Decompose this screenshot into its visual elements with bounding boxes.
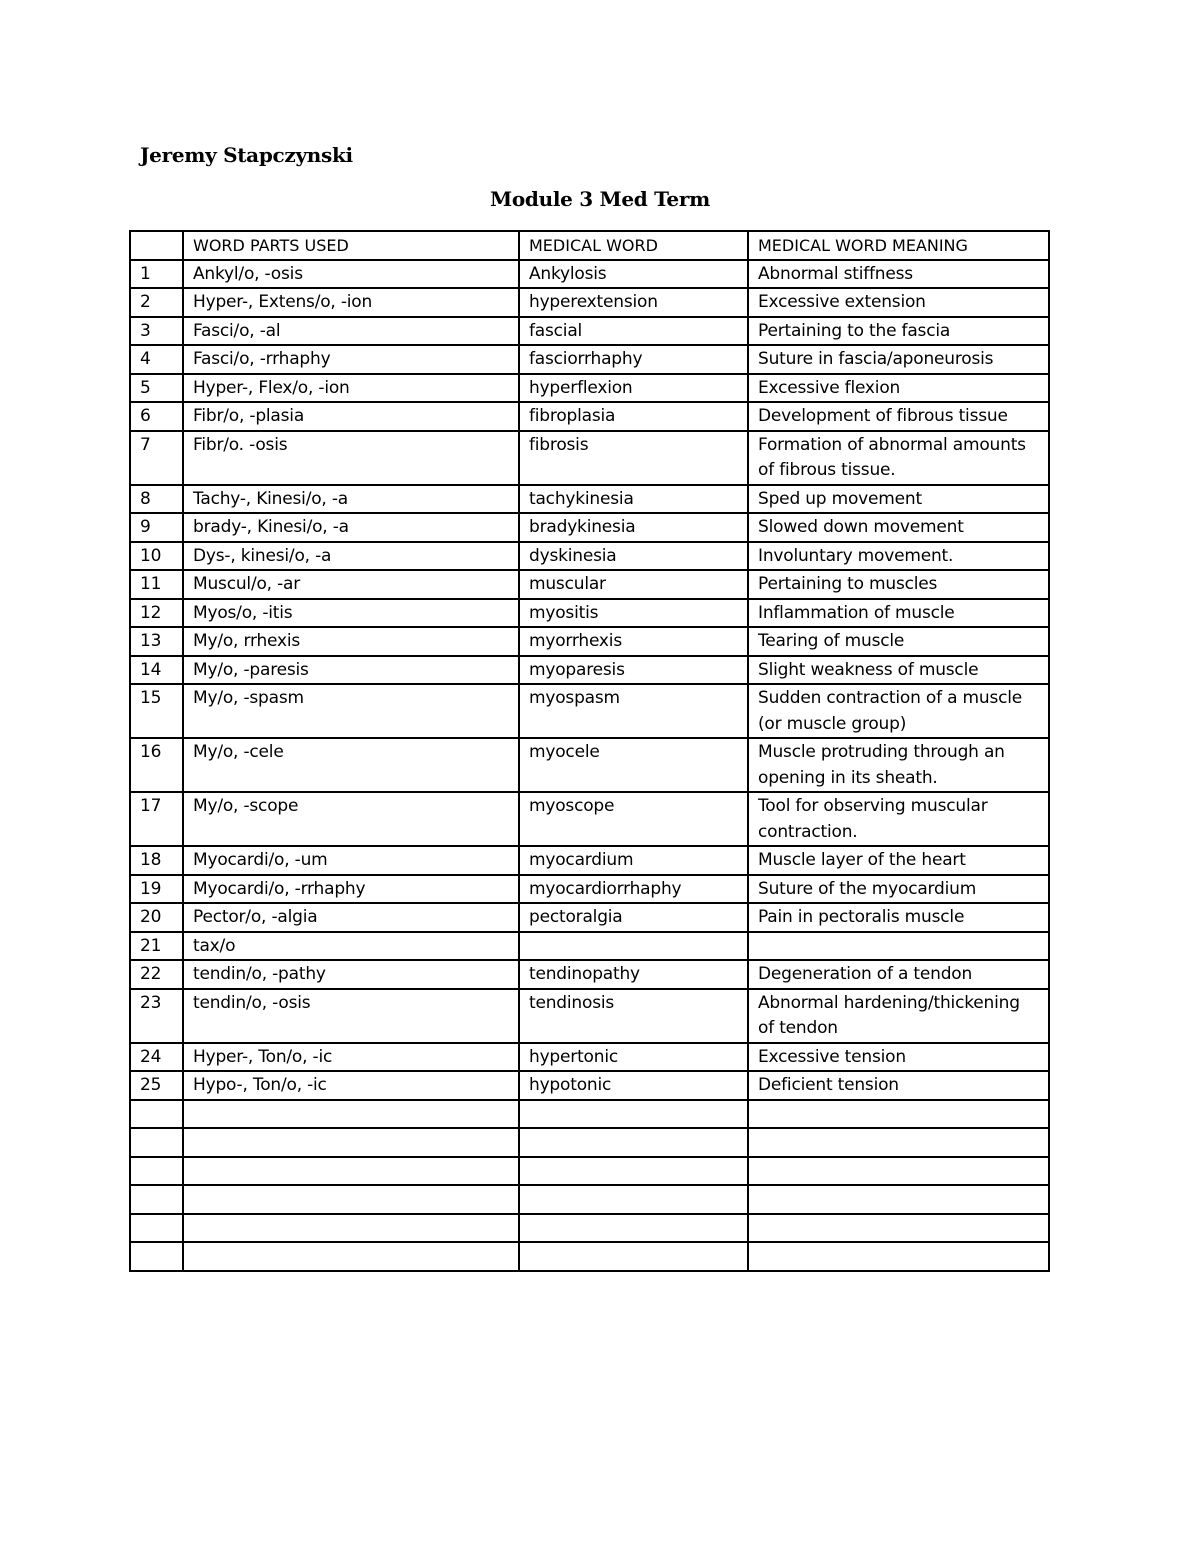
cell-number: 18 xyxy=(130,846,183,875)
cell-medical-word: myoscope xyxy=(519,792,748,846)
cell-word-parts: Dys-, kinesi/o, -a xyxy=(183,542,519,571)
cell-word-parts: My/o, -paresis xyxy=(183,656,519,685)
cell-medical-word: hypotonic xyxy=(519,1071,748,1100)
medical-terms-table xyxy=(129,230,1050,1272)
table-row xyxy=(130,513,1049,542)
table-row xyxy=(130,345,1049,374)
empty-cell xyxy=(519,1128,748,1157)
cell-medical-word: hypertonic xyxy=(519,1043,748,1072)
cell-number: 20 xyxy=(130,903,183,932)
cell-meaning: Excessive tension xyxy=(748,1043,1049,1072)
table-row xyxy=(130,1043,1049,1072)
table-row xyxy=(130,570,1049,599)
cell-number: 9 xyxy=(130,513,183,542)
table-row xyxy=(130,846,1049,875)
table-row xyxy=(130,288,1049,317)
cell-number: 13 xyxy=(130,627,183,656)
cell-meaning: Excessive extension xyxy=(748,288,1049,317)
cell-word-parts: Myocardi/o, -um xyxy=(183,846,519,875)
header-number xyxy=(130,231,183,260)
cell-word-parts: Hyper-, Ton/o, -ic xyxy=(183,1043,519,1072)
cell-meaning: Tool for observing muscular contraction. xyxy=(748,792,1049,846)
empty-cell xyxy=(748,1185,1049,1214)
cell-medical-word: hyperflexion xyxy=(519,374,748,403)
cell-word-parts: tendin/o, -osis xyxy=(183,989,519,1043)
cell-word-parts: Hypo-, Ton/o, -ic xyxy=(183,1071,519,1100)
cell-meaning: Slowed down movement xyxy=(748,513,1049,542)
table-row xyxy=(130,903,1049,932)
cell-number: 6 xyxy=(130,402,183,431)
cell-meaning: Tearing of muscle xyxy=(748,627,1049,656)
cell-meaning: Abnormal hardening/thickening of tendon xyxy=(748,989,1049,1043)
cell-word-parts: Tachy-, Kinesi/o, -a xyxy=(183,485,519,514)
empty-cell xyxy=(130,1214,183,1243)
cell-medical-word: Ankylosis xyxy=(519,260,748,289)
cell-word-parts: Fibr/o. -osis xyxy=(183,431,519,485)
table-row xyxy=(130,656,1049,685)
cell-number: 7 xyxy=(130,431,183,485)
table-row xyxy=(130,684,1049,738)
header-medical-word: MEDICAL WORD xyxy=(519,231,748,260)
cell-word-parts: My/o, -scope xyxy=(183,792,519,846)
cell-meaning: Muscle protruding through an opening in its sheath. xyxy=(748,738,1049,792)
cell-meaning xyxy=(748,932,1049,961)
cell-medical-word: fascial xyxy=(519,317,748,346)
table-body xyxy=(130,231,1049,1271)
cell-number: 4 xyxy=(130,345,183,374)
empty-table-row xyxy=(130,1128,1049,1157)
empty-cell xyxy=(748,1242,1049,1271)
cell-medical-word: tendinosis xyxy=(519,989,748,1043)
cell-meaning: Inflammation of muscle xyxy=(748,599,1049,628)
cell-number: 22 xyxy=(130,960,183,989)
cell-medical-word xyxy=(519,932,748,961)
cell-medical-word: myositis xyxy=(519,599,748,628)
cell-word-parts: Ankyl/o, -osis xyxy=(183,260,519,289)
cell-meaning: Pain in pectoralis muscle xyxy=(748,903,1049,932)
table-row xyxy=(130,260,1049,289)
cell-meaning: Degeneration of a tendon xyxy=(748,960,1049,989)
empty-cell xyxy=(183,1242,519,1271)
cell-meaning: Development of fibrous tissue xyxy=(748,402,1049,431)
cell-meaning: Formation of abnormal amounts of fibrous tissue. xyxy=(748,431,1049,485)
cell-meaning: Slight weakness of muscle xyxy=(748,656,1049,685)
author-name: Jeremy Stapczynski xyxy=(140,143,353,167)
cell-word-parts: Fibr/o, -plasia xyxy=(183,402,519,431)
empty-cell xyxy=(748,1128,1049,1157)
cell-word-parts: Pector/o, -algia xyxy=(183,903,519,932)
table-row xyxy=(130,485,1049,514)
empty-table-row xyxy=(130,1100,1049,1129)
empty-cell xyxy=(183,1214,519,1243)
empty-cell xyxy=(519,1242,748,1271)
cell-medical-word: myocele xyxy=(519,738,748,792)
cell-number: 5 xyxy=(130,374,183,403)
cell-meaning: Pertaining to muscles xyxy=(748,570,1049,599)
table-row xyxy=(130,1071,1049,1100)
table-row xyxy=(130,599,1049,628)
empty-cell xyxy=(748,1100,1049,1129)
cell-medical-word: myorrhexis xyxy=(519,627,748,656)
cell-word-parts: tax/o xyxy=(183,932,519,961)
cell-number: 11 xyxy=(130,570,183,599)
cell-meaning: Sped up movement xyxy=(748,485,1049,514)
cell-meaning: Muscle layer of the heart xyxy=(748,846,1049,875)
cell-number: 2 xyxy=(130,288,183,317)
empty-cell xyxy=(519,1100,748,1129)
empty-table-row xyxy=(130,1242,1049,1271)
cell-word-parts: My/o, rrhexis xyxy=(183,627,519,656)
cell-meaning: Deficient tension xyxy=(748,1071,1049,1100)
cell-number: 17 xyxy=(130,792,183,846)
cell-number: 12 xyxy=(130,599,183,628)
cell-medical-word: muscular xyxy=(519,570,748,599)
table-row xyxy=(130,738,1049,792)
empty-cell xyxy=(130,1128,183,1157)
cell-word-parts: My/o, -cele xyxy=(183,738,519,792)
cell-medical-word: myocardium xyxy=(519,846,748,875)
cell-number: 25 xyxy=(130,1071,183,1100)
empty-cell xyxy=(748,1214,1049,1243)
cell-medical-word: pectoralgia xyxy=(519,903,748,932)
cell-number: 8 xyxy=(130,485,183,514)
cell-medical-word: bradykinesia xyxy=(519,513,748,542)
cell-number: 23 xyxy=(130,989,183,1043)
cell-word-parts: tendin/o, -pathy xyxy=(183,960,519,989)
table-row xyxy=(130,317,1049,346)
cell-number: 14 xyxy=(130,656,183,685)
empty-cell xyxy=(130,1185,183,1214)
table-row xyxy=(130,431,1049,485)
table-row xyxy=(130,932,1049,961)
empty-cell xyxy=(519,1157,748,1186)
cell-word-parts: Hyper-, Extens/o, -ion xyxy=(183,288,519,317)
cell-word-parts: Myocardi/o, -rrhaphy xyxy=(183,875,519,904)
cell-word-parts: Fasci/o, -rrhaphy xyxy=(183,345,519,374)
empty-cell xyxy=(130,1157,183,1186)
empty-table-row xyxy=(130,1214,1049,1243)
header-meaning: MEDICAL WORD MEANING xyxy=(748,231,1049,260)
empty-cell xyxy=(519,1185,748,1214)
cell-number: 10 xyxy=(130,542,183,571)
table-row xyxy=(130,960,1049,989)
cell-medical-word: myocardiorrhaphy xyxy=(519,875,748,904)
table-row xyxy=(130,989,1049,1043)
table-row xyxy=(130,792,1049,846)
cell-meaning: Abnormal stiffness xyxy=(748,260,1049,289)
cell-medical-word: hyperextension xyxy=(519,288,748,317)
cell-medical-word: tendinopathy xyxy=(519,960,748,989)
cell-word-parts: Hyper-, Flex/o, -ion xyxy=(183,374,519,403)
cell-meaning: Excessive flexion xyxy=(748,374,1049,403)
cell-word-parts: Muscul/o, -ar xyxy=(183,570,519,599)
empty-cell xyxy=(748,1157,1049,1186)
cell-number: 15 xyxy=(130,684,183,738)
cell-word-parts: Myos/o, -itis xyxy=(183,599,519,628)
cell-number: 21 xyxy=(130,932,183,961)
cell-number: 3 xyxy=(130,317,183,346)
cell-meaning: Pertaining to the fascia xyxy=(748,317,1049,346)
empty-cell xyxy=(183,1100,519,1129)
cell-number: 24 xyxy=(130,1043,183,1072)
cell-word-parts: Fasci/o, -al xyxy=(183,317,519,346)
cell-word-parts: brady-, Kinesi/o, -a xyxy=(183,513,519,542)
cell-medical-word: myospasm xyxy=(519,684,748,738)
empty-table-row xyxy=(130,1185,1049,1214)
table-row xyxy=(130,875,1049,904)
empty-cell xyxy=(183,1185,519,1214)
document-title: Module 3 Med Term xyxy=(490,187,710,211)
empty-cell xyxy=(130,1100,183,1129)
cell-medical-word: fasciorrhaphy xyxy=(519,345,748,374)
cell-medical-word: tachykinesia xyxy=(519,485,748,514)
table-row xyxy=(130,402,1049,431)
empty-cell xyxy=(519,1214,748,1243)
cell-meaning: Involuntary movement. xyxy=(748,542,1049,571)
cell-number: 19 xyxy=(130,875,183,904)
cell-number: 1 xyxy=(130,260,183,289)
cell-meaning: Sudden contraction of a muscle (or muscle group) xyxy=(748,684,1049,738)
table-row xyxy=(130,374,1049,403)
table-row xyxy=(130,542,1049,571)
cell-number: 16 xyxy=(130,738,183,792)
empty-cell xyxy=(183,1128,519,1157)
table-header-row xyxy=(130,231,1049,260)
cell-word-parts: My/o, -spasm xyxy=(183,684,519,738)
cell-medical-word: dyskinesia xyxy=(519,542,748,571)
cell-medical-word: myoparesis xyxy=(519,656,748,685)
empty-table-row xyxy=(130,1157,1049,1186)
header-word-parts: WORD PARTS USED xyxy=(183,231,519,260)
cell-medical-word: fibrosis xyxy=(519,431,748,485)
cell-meaning: Suture of the myocardium xyxy=(748,875,1049,904)
cell-medical-word: fibroplasia xyxy=(519,402,748,431)
empty-cell xyxy=(183,1157,519,1186)
table-row xyxy=(130,627,1049,656)
empty-cell xyxy=(130,1242,183,1271)
cell-meaning: Suture in fascia/aponeurosis xyxy=(748,345,1049,374)
